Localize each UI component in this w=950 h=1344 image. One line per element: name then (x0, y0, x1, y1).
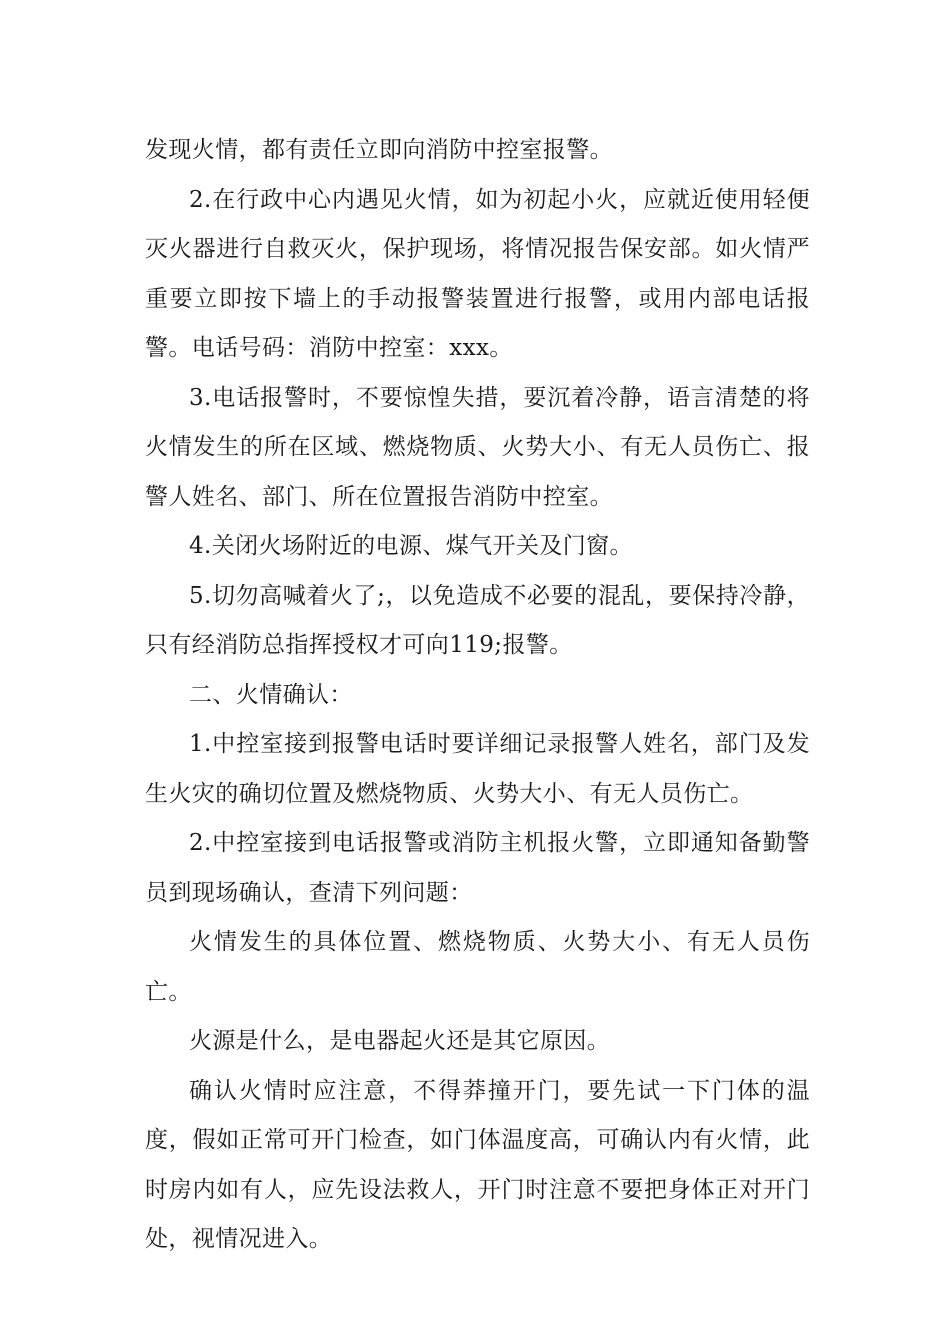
paragraph-10: 火源是什么，是电器起火还是其它原因。 (189, 1028, 611, 1054)
document-body (145, 126, 810, 1265)
section-heading-fire-confirmation: 二、火情确认： (189, 681, 353, 708)
paragraph-4: 4.关闭火场附近的电源、煤气开关及门窗。 (189, 533, 633, 559)
paragraph-9: 火情发生的具体位置、燃烧物质、火势大小、有无人员伤亡。 (145, 929, 810, 1005)
paragraph-3: 3.电话报警时，不要惊惶失措，要沉着冷静，语言清楚的将火情发生的所在区域、燃烧物质、火势大小、有无人员伤亡、报警人姓名、部门、所在位置报告消防中控室。 (145, 384, 810, 510)
paragraph-8: 2.中控室接到电话报警或消防主机报火警，立即通知备勤警员到现场确认，查清下列问题： (145, 830, 810, 906)
paragraph-2: 2.在行政中心内遇见火情，如为初起小火，应就近使用轻便灭火器进行自救灭火，保护现场，将情况报告保安部。如火情严重要立即按下墙上的手动报警装置进行报警，或用内部电话报警。电话号码：消防中控室：xxx。 (145, 186, 810, 361)
paragraph-11: 确认火情时应注意，不得莽撞开门，要先试一下门体的温度，假如正常可开门检查，如门体温度高，可确认内有火情，此时房内如有人，应先设法救人，开门时注意不要把身体正对开门处，视情况进入。 (145, 1077, 810, 1252)
paragraph-1: 发现火情，都有责任立即向消防中控室报警。 (145, 137, 613, 163)
paragraph-5: 5.切勿高喊着火了;，以免造成不必要的混乱，要保持冷静，只有经消防总指挥授权才可向119;报警。 (145, 582, 810, 658)
paragraph-7: 1.中控室接到报警电话时要详细记录报警人姓名，部门及发生火灾的确切位置及燃烧物质、火势大小、有无人员伤亡。 (145, 731, 810, 807)
